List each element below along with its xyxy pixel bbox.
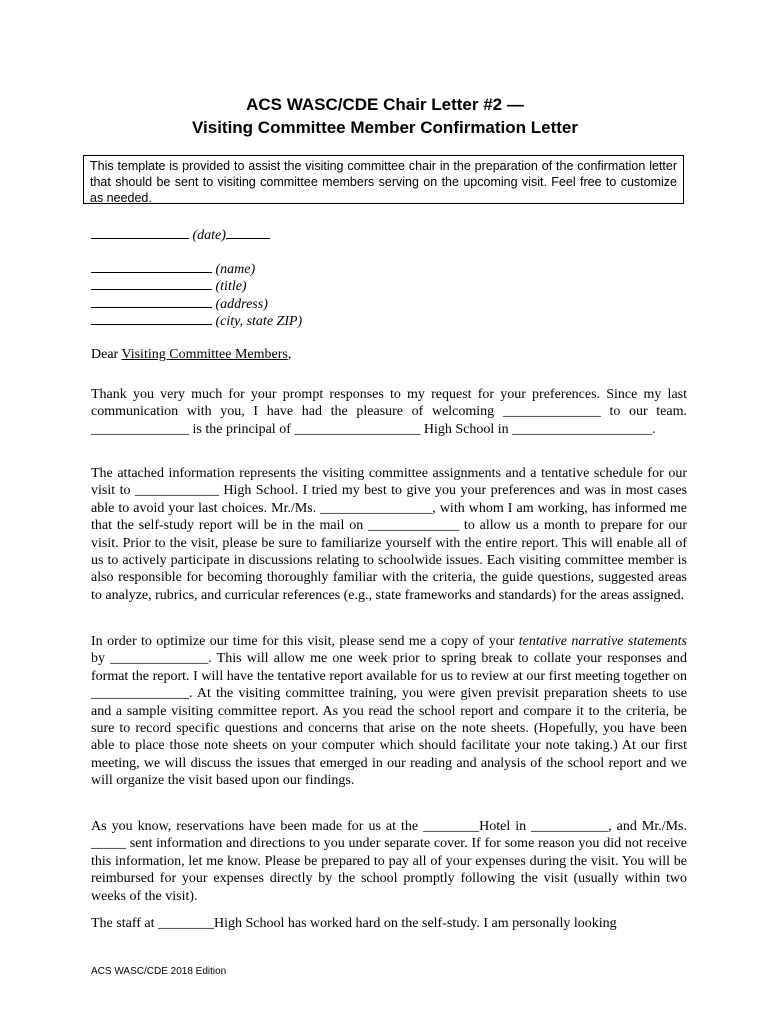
paragraph-1 xyxy=(91,386,687,438)
footer-edition: ACS WASC/CDE 2018 Edition xyxy=(91,966,227,977)
paragraph-5-text: The staff at ________High School has worked hard on the self-study. I am personally looking xyxy=(91,916,617,931)
city-blank xyxy=(91,311,212,325)
address-field-label: (address) xyxy=(215,297,268,312)
tentative-narrative-emphasis: tentative narrative statements xyxy=(518,634,687,649)
city-field-label: (city, state ZIP) xyxy=(215,314,303,329)
salutation-prefix: Dear xyxy=(91,347,122,362)
salutation-suffix: , xyxy=(287,347,292,362)
date-blank-tail xyxy=(226,225,270,239)
paragraph-5 xyxy=(91,915,687,932)
title-blank xyxy=(91,276,212,290)
name-blank xyxy=(91,259,212,273)
date-line xyxy=(91,225,270,244)
template-note-box: This template is provided to assist the visiting committee chair in the preparation of the confirmation letter that should be sent to visiting committee members serving on the upcoming visit. Feel free to customize as needed. xyxy=(83,155,684,204)
address-blank xyxy=(91,294,212,308)
salutation xyxy=(91,346,291,363)
document-title-line1: ACS WASC/CDE Chair Letter #2 — xyxy=(246,95,524,114)
paragraph-3 xyxy=(91,633,687,790)
title-field-label: (title) xyxy=(215,279,247,294)
name-field-label: (name) xyxy=(215,262,256,277)
paragraph-3-text: In order to optimize our time for this visit, please send me a copy of your tentative narrative statements by ______________. This will allow me one week prior to spring break to collate your responses and format the report. I will have the tentative report available for us to review at our first meeting together on ______________. At the visiting committee training, you were given previsit preparation sheets to use and a sample visiting committee report. As you read the school report and compare it to the criteria, be sure to record specific questions and concerns that arise on the note sheets. (Hopefully, you have been able to place those note sheets on your computer which should facilitate your note taking.) At our first meeting, we will discuss the issues that emerged in our reading and analysis of the school report and we will organize the visit based upon our findings. xyxy=(91,634,687,789)
paragraph-2 xyxy=(91,465,687,604)
city-line xyxy=(91,311,302,330)
paragraph-2-text: The attached information represents the visiting committee assignments and a tentative schedule for our visit to ____________ High School. I tried my best to give you your preferences and was in most cases able to avoid your last choices. Mr./Ms. ________________, with whom I am working, has informed me that the self-study report will be in the mail on _____________ to allow us a month to prepare for our visit. Prior to the visit, please be sure to familiarize yourself with the entire report. This will enable all of us to actively participate in discussions relating to schoolwide issues. Each visiting committee member is also responsible for becoming thoroughly familiar with the criteria, the guide questions, suggested areas to analyze, rubrics, and curricular references (e.g., state frameworks and standards) for the areas assigned. xyxy=(91,466,687,603)
document-title-line2: Visiting Committee Member Confirmation Letter xyxy=(191,118,578,137)
salutation-recipient: Visiting Committee Members xyxy=(121,347,288,362)
paragraph-4-text: As you know, reservations have been made for us at the ________Hotel in ___________, and Mr./Ms. _____ sent information and directions to you under separate cover. If for some reason you did not receive this information, let me know. Please be prepared to pay all of your expenses during the visit. You will be reimbursed for your expenses directly by the school promptly following the visit (usually within two weeks of the visit). xyxy=(91,819,687,904)
date-field-label: (date) xyxy=(192,228,226,243)
date-blank xyxy=(91,225,189,239)
title-line xyxy=(91,276,247,295)
paragraph-4 xyxy=(91,818,687,905)
paragraph-1-text: Thank you very much for your prompt responses to my request for your preferences. Since my last communication with you, I have had the pleasure of welcoming ______________ to our team. ______________ is the principal of __________________ High School in ____________________. xyxy=(91,387,687,437)
